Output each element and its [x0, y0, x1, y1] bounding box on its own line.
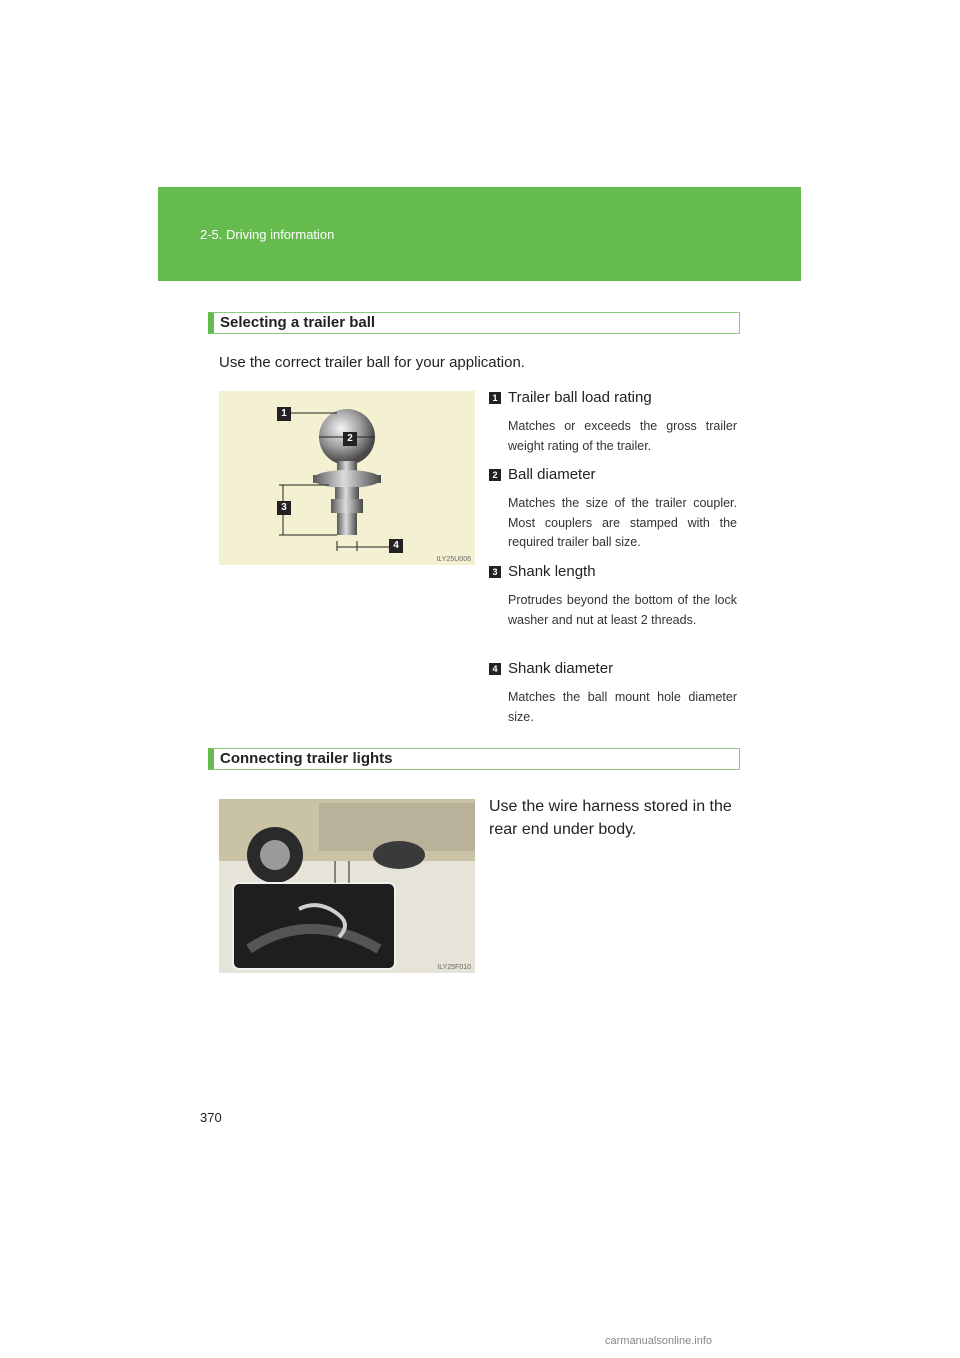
header-band — [158, 187, 801, 281]
vehicle-rear-drawing — [219, 799, 475, 973]
item-title: Shank diameter — [508, 660, 614, 677]
watermark: carmanualsonline.info — [605, 1335, 713, 1347]
item-desc: Matches the size of the trailer coupler. Most couplers are stamped with the required trailer ball size. — [508, 496, 737, 549]
item-title: Ball diameter — [508, 466, 596, 483]
item-ball-diameter — [489, 466, 737, 556]
item-marker: 4 — [489, 663, 501, 675]
item-marker: 2 — [489, 469, 501, 481]
image-code: ILY25U006 — [436, 556, 471, 563]
trailer-ball-drawing — [219, 391, 475, 565]
section-breadcrumb: 2-5. Driving information — [200, 227, 335, 242]
callout-3: 3 — [277, 501, 291, 515]
trailer-ball-illustration — [219, 391, 475, 565]
item-desc: Protrudes beyond the bottom of the lock washer and nut at least 2 threads. — [508, 593, 737, 627]
section2-body: Use the wire harness stored in the rear end under body. — [489, 798, 732, 838]
callout-1: 1 — [277, 407, 291, 421]
item-marker: 3 — [489, 566, 501, 578]
image-code: ILY25F010 — [437, 964, 471, 971]
item-shank-diameter — [489, 660, 737, 730]
page-number: 370 — [200, 1110, 222, 1125]
callout-4: 4 — [389, 539, 403, 553]
item-desc: Matches the ball mount hole diameter size. — [508, 690, 737, 724]
section-title-trailer-ball: Selecting a trailer ball — [208, 312, 740, 334]
trailer-lights-photo — [219, 799, 475, 973]
item-title: Shank length — [508, 563, 596, 580]
item-marker: 1 — [489, 392, 501, 404]
item-desc: Matches or exceeds the gross trailer weight rating of the trailer. — [508, 419, 737, 453]
item-title: Trailer ball load rating — [508, 389, 652, 406]
item-shank-length — [489, 563, 737, 653]
callout-2: 2 — [343, 432, 357, 446]
item-load-rating — [489, 389, 737, 459]
section-title-trailer-lights: Connecting trailer lights — [208, 748, 740, 770]
section-intro: Use the correct trailer ball for your application. — [219, 354, 525, 371]
